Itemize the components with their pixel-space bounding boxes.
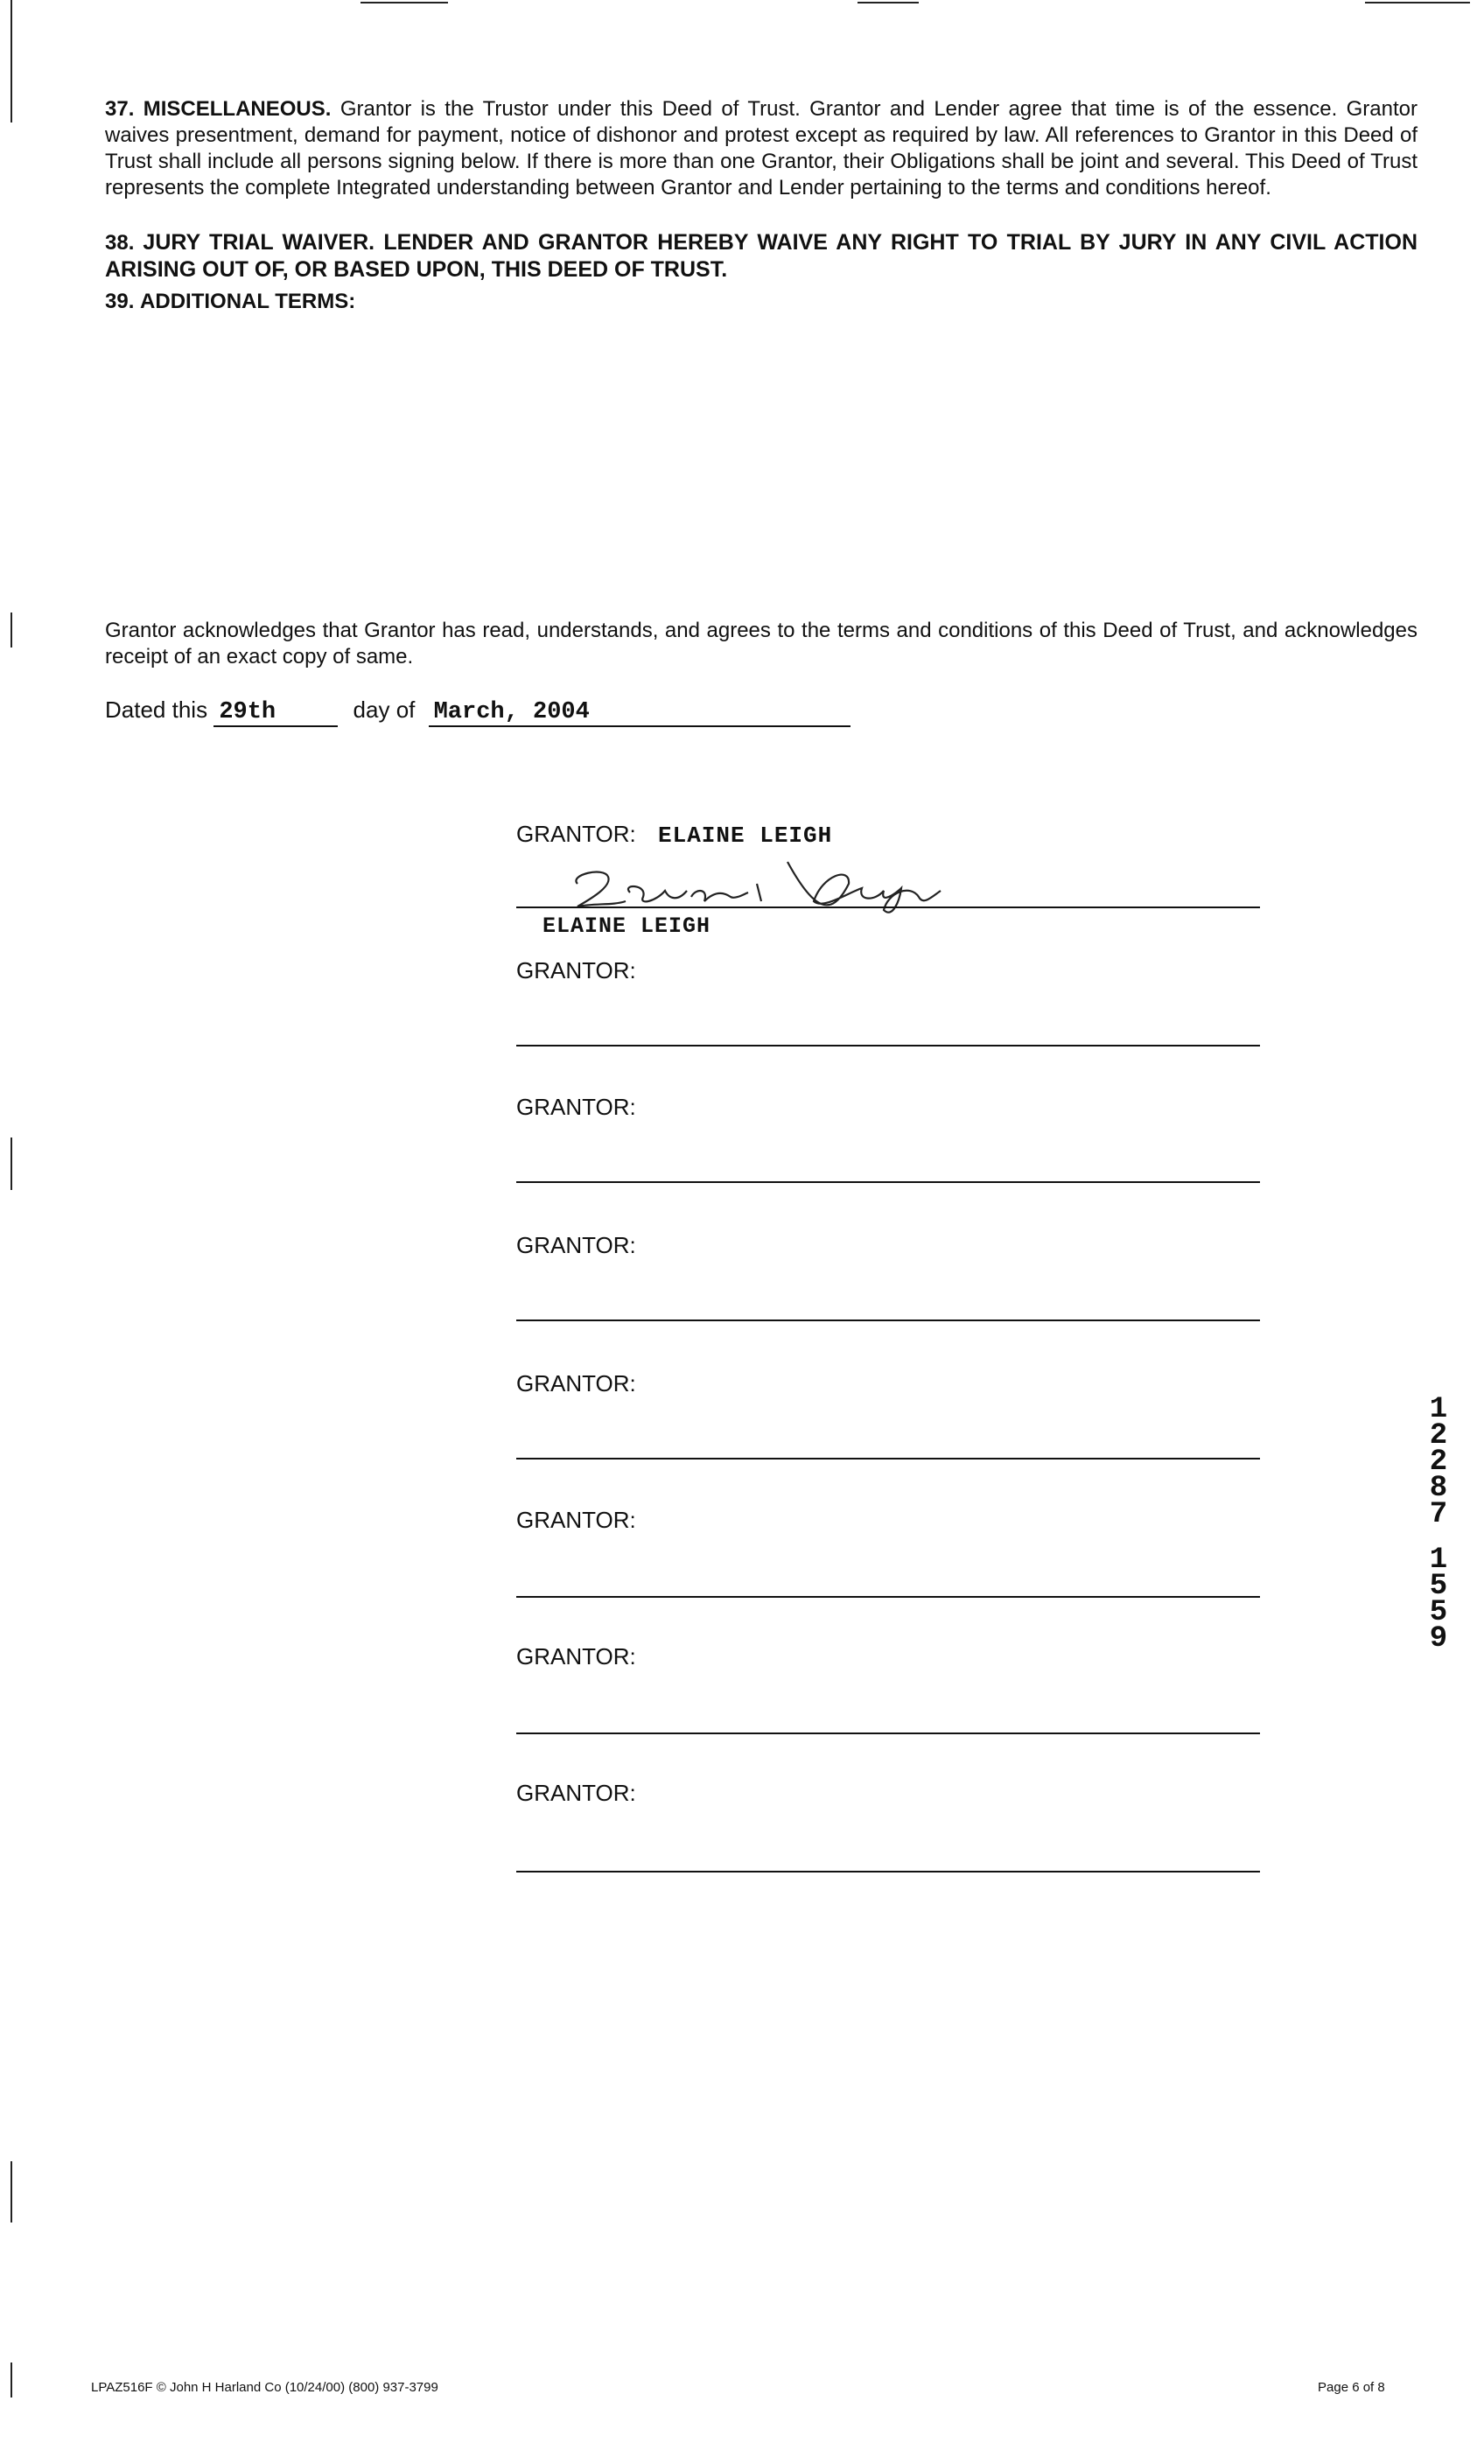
stamp-digit: 1 <box>1429 1544 1448 1577</box>
grantor-1-typed-name: ELAINE LEIGH <box>542 914 711 939</box>
section-number: 37. <box>105 97 135 121</box>
grantor-8-label: GRANTOR: <box>516 1780 636 1806</box>
grantor-3-signature-line <box>516 1181 1260 1183</box>
top-edge-mark <box>360 2 448 4</box>
stamp-digit: 1 <box>1429 1393 1448 1426</box>
grantor-7-signature-line <box>516 1732 1260 1734</box>
section-37-miscellaneous <box>105 96 1418 201</box>
section-heading: ADDITIONAL TERMS: <box>140 290 356 313</box>
section-number: 39. <box>105 290 135 313</box>
stamp-digit: 7 <box>1429 1498 1448 1531</box>
grantor-7-label: GRANTOR: <box>516 1643 636 1670</box>
grantor-5-label: GRANTOR: <box>516 1370 636 1396</box>
margin-mark <box>10 2161 12 2222</box>
stamp-digit: 5 <box>1429 1570 1448 1603</box>
grantor-6-signature-line <box>516 1596 1260 1598</box>
grantor-4-label: GRANTOR: <box>516 1232 636 1258</box>
grantor-4-signature-line <box>516 1320 1260 1321</box>
section-heading: MISCELLANEOUS. <box>143 97 332 121</box>
recording-number-stamp <box>1421 1393 1456 1656</box>
grantor-5-signature-line <box>516 1458 1260 1460</box>
grantor-2-label: GRANTOR: <box>516 957 636 984</box>
grantor-3-label: GRANTOR: <box>516 1094 636 1120</box>
margin-mark <box>10 1138 12 1190</box>
dated-month-year-field: March, 2004 <box>429 699 850 727</box>
grantor-1-name: ELAINE LEIGH <box>658 822 833 849</box>
signature-stroke <box>576 862 941 913</box>
margin-mark <box>10 2362 12 2398</box>
stamp-digit: 2 <box>1429 1446 1448 1479</box>
grantor-acknowledgement: Grantor acknowledges that Grantor has read, understands, and agrees to the terms and conditions of this Deed of Trust, and acknowledges receipt of an exact copy of same. <box>105 619 1418 668</box>
section-number: 38. <box>105 231 135 255</box>
page-number: Page 6 of 8 <box>1318 2380 1385 2395</box>
section-text: Grantor is the Trustor under this Deed of Trust. Grantor and Lender agree that time is of the essence. Grantor waives presentment, demand for payment, notice of dishonor and protest except as required by law. All references to Grantor in this Deed of Trust shall include all persons signing below. If there is more than one Grantor, their Obligations shall be joint and several. This Deed of Trust represents the complete Integrated understanding between Grantor and Lender pertaining to the terms and conditions hereof. <box>105 97 1418 200</box>
margin-mark <box>10 612 12 648</box>
dated-prefix: Dated this <box>105 696 208 723</box>
section-38-jury-trial-waiver <box>105 229 1418 284</box>
stamp-digit: 5 <box>1429 1596 1448 1629</box>
grantor-6-label: GRANTOR: <box>516 1507 636 1533</box>
dated-middle: day of <box>353 696 416 723</box>
grantor-8-signature-line <box>516 1871 1260 1872</box>
top-edge-mark <box>858 2 919 4</box>
top-edge-mark <box>1365 2 1470 4</box>
grantor-1-signature-line <box>516 906 1260 908</box>
stamp-digit: 9 <box>1429 1622 1448 1656</box>
form-footer-code: LPAZ516F © John H Harland Co (10/24/00) (800) 937-3799 <box>91 2380 438 2395</box>
grantor-2-signature-line <box>516 1045 1260 1046</box>
section-text: JURY TRIAL WAIVER. LENDER AND GRANTOR HEREBY WAIVE ANY RIGHT TO TRIAL BY JURY IN ANY CIVIL ACTION ARISING OUT OF, OR BASED UPON, THIS DEED OF TRUST. <box>105 230 1418 282</box>
section-39-additional-terms <box>105 289 1418 315</box>
grantor-label-text: GRANTOR: <box>516 821 636 847</box>
dated-day-field: 29th <box>214 699 338 727</box>
dated-line <box>105 696 850 727</box>
stamp-digit: 8 <box>1429 1472 1448 1505</box>
grantor-1-label <box>516 821 832 849</box>
stamp-digit: 2 <box>1429 1419 1448 1452</box>
margin-mark <box>10 0 12 122</box>
